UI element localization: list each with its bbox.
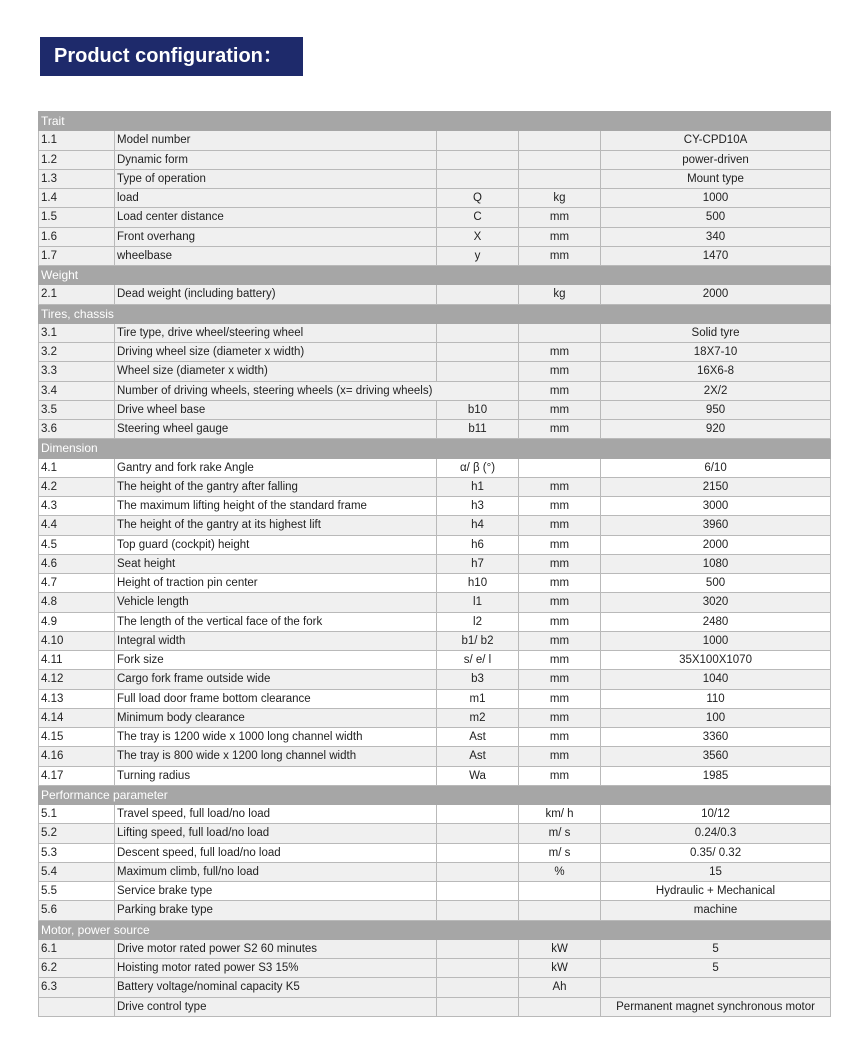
row-number: 4.16 [39,747,115,766]
row-item: Type of operation [115,169,437,188]
table-row [39,458,831,477]
row-unit [519,882,601,901]
row-value: 1985 [601,766,831,785]
row-number: 5.6 [39,901,115,920]
row-item: Driving wheel size (diameter x width) [115,343,437,362]
row-item: Top guard (cockpit) height [115,535,437,554]
table-row [39,670,831,689]
row-value: Hydraulic + Mechanical [601,882,831,901]
table-row [39,362,831,381]
table-row [39,420,831,439]
row-number: 2.1 [39,285,115,304]
row-symbol: h7 [437,554,519,573]
row-symbol: C [437,208,519,227]
row-number: 4.7 [39,574,115,593]
row-unit: mm [519,246,601,265]
row-item: Integral width [115,631,437,650]
row-value: 10/12 [601,805,831,824]
row-unit: mm [519,747,601,766]
row-number: 6.3 [39,978,115,997]
row-unit: mm [519,208,601,227]
row-item: Steering wheel gauge [115,420,437,439]
table-row [39,728,831,747]
row-number: 4.3 [39,497,115,516]
table-row [39,805,831,824]
row-item: Dead weight (including battery) [115,285,437,304]
row-symbol: h6 [437,535,519,554]
row-symbol: b1/ b2 [437,631,519,650]
table-row [39,824,831,843]
row-unit: km/ h [519,805,601,824]
row-unit: mm [519,574,601,593]
row-value: 3560 [601,747,831,766]
table-row [39,477,831,496]
row-symbol: m1 [437,689,519,708]
row-item: Tire type, drive wheel/steering wheel [115,323,437,342]
table-row [39,516,831,535]
row-value [601,978,831,997]
row-item: Drive control type [115,997,437,1016]
row-symbol [437,997,519,1016]
row-value: 920 [601,420,831,439]
row-symbol: h10 [437,574,519,593]
table-row [39,208,831,227]
section-header [39,785,831,804]
row-symbol: s/ e/ l [437,651,519,670]
table-row [39,708,831,727]
row-value: 1470 [601,246,831,265]
row-unit: mm [519,535,601,554]
row-number: 4.14 [39,708,115,727]
row-unit [519,458,601,477]
row-unit: % [519,862,601,881]
row-symbol: Q [437,189,519,208]
row-value: 500 [601,574,831,593]
row-unit: kg [519,189,601,208]
table-row [39,843,831,862]
row-value: 18X7-10 [601,343,831,362]
section-header [39,439,831,458]
row-unit: Ah [519,978,601,997]
row-symbol [437,882,519,901]
row-unit: mm [519,728,601,747]
row-value: machine [601,901,831,920]
row-value: 500 [601,208,831,227]
section-header [39,112,831,131]
row-symbol [437,150,519,169]
table-row [39,574,831,593]
row-number: 1.4 [39,189,115,208]
spec-table [38,111,831,1017]
row-item: Lifting speed, full load/no load [115,824,437,843]
table-row [39,862,831,881]
row-symbol [437,824,519,843]
table-row [39,150,831,169]
row-unit: mm [519,670,601,689]
row-unit: mm [519,343,601,362]
row-value: 1000 [601,631,831,650]
row-symbol: h4 [437,516,519,535]
row-item: The tray is 1200 wide x 1000 long channel width [115,728,437,747]
row-number: 5.1 [39,805,115,824]
row-item: Parking brake type [115,901,437,920]
table-row [39,246,831,265]
table-row [39,939,831,958]
row-symbol [437,805,519,824]
row-item: Load center distance [115,208,437,227]
row-number: 3.1 [39,323,115,342]
row-number: 4.11 [39,651,115,670]
table-row [39,959,831,978]
row-unit: m/ s [519,824,601,843]
row-unit [519,997,601,1016]
row-value: 6/10 [601,458,831,477]
row-item: Travel speed, full load/no load [115,805,437,824]
row-unit: mm [519,420,601,439]
row-number: 4.1 [39,458,115,477]
row-number: 4.4 [39,516,115,535]
row-value: 2150 [601,477,831,496]
row-value: 15 [601,862,831,881]
row-item: Seat height [115,554,437,573]
row-symbol: α/ β (°) [437,458,519,477]
row-value: 0.35/ 0.32 [601,843,831,862]
row-item: Minimum body clearance [115,708,437,727]
row-unit [519,150,601,169]
row-item: Cargo fork frame outside wide [115,670,437,689]
row-item: Hoisting motor rated power S3 15% [115,959,437,978]
row-unit: kW [519,939,601,958]
row-number: 3.3 [39,362,115,381]
section-title: Dimension [39,439,831,458]
row-number: 4.10 [39,631,115,650]
row-value: 1040 [601,670,831,689]
row-unit: mm [519,400,601,419]
row-unit: mm [519,651,601,670]
row-value: Solid tyre [601,323,831,342]
row-number: 4.6 [39,554,115,573]
row-value: 100 [601,708,831,727]
table-row [39,978,831,997]
row-item: Wheel size (diameter x width) [115,362,437,381]
row-item: Front overhang [115,227,437,246]
row-symbol: b3 [437,670,519,689]
section-title: Trait [39,112,831,131]
row-unit [519,169,601,188]
row-symbol: Wa [437,766,519,785]
row-value: 1000 [601,189,831,208]
table-row [39,689,831,708]
row-number: 5.5 [39,882,115,901]
row-value: Mount type [601,169,831,188]
table-row [39,882,831,901]
row-number: 4.5 [39,535,115,554]
table-row [39,651,831,670]
row-item: load [115,189,437,208]
row-item: Fork size [115,651,437,670]
row-item: Vehicle length [115,593,437,612]
table-row [39,997,831,1016]
row-symbol [437,939,519,958]
row-symbol [437,323,519,342]
row-number: 5.4 [39,862,115,881]
row-symbol [437,131,519,150]
row-value: 5 [601,959,831,978]
row-symbol [437,978,519,997]
page-title: Product configuration： [40,37,303,76]
row-symbol: b10 [437,400,519,419]
table-row [39,169,831,188]
row-number: 5.2 [39,824,115,843]
row-value: 0.24/0.3 [601,824,831,843]
row-item: The maximum lifting height of the standard frame [115,497,437,516]
row-item: Turning radius [115,766,437,785]
row-number: 4.9 [39,612,115,631]
table-row [39,497,831,516]
row-symbol [437,169,519,188]
row-value: 3960 [601,516,831,535]
row-unit: mm [519,381,601,400]
table-row [39,189,831,208]
row-item: Number of driving wheels, steering wheels (x= driving wheels) [115,381,519,400]
spec-table-body [39,112,831,1017]
row-item: Drive motor rated power S2 60 minutes [115,939,437,958]
row-value: 2480 [601,612,831,631]
row-number: 4.15 [39,728,115,747]
row-number: 3.5 [39,400,115,419]
table-row [39,381,831,400]
row-number: 4.12 [39,670,115,689]
row-symbol: h1 [437,477,519,496]
table-row [39,343,831,362]
row-number: 6.1 [39,939,115,958]
row-symbol: b11 [437,420,519,439]
row-symbol [437,901,519,920]
table-row [39,766,831,785]
row-value: CY-CPD10A [601,131,831,150]
row-unit: mm [519,554,601,573]
table-row [39,631,831,650]
section-header [39,920,831,939]
row-number: 3.2 [39,343,115,362]
row-number [39,997,115,1016]
row-unit: m/ s [519,843,601,862]
section-title: Performance parameter [39,785,831,804]
row-value: 950 [601,400,831,419]
row-value: 3020 [601,593,831,612]
row-symbol [437,362,519,381]
table-row [39,400,831,419]
row-item: wheelbase [115,246,437,265]
table-row [39,612,831,631]
section-title: Tires, chassis [39,304,831,323]
row-unit: mm [519,477,601,496]
row-item: Gantry and fork rake Angle [115,458,437,477]
section-header [39,266,831,285]
row-number: 1.2 [39,150,115,169]
row-value: 5 [601,939,831,958]
row-symbol [437,343,519,362]
row-number: 4.17 [39,766,115,785]
row-value: 1080 [601,554,831,573]
row-item: Model number [115,131,437,150]
row-value: Permanent magnet synchronous motor [601,997,831,1016]
row-unit: mm [519,631,601,650]
row-symbol: X [437,227,519,246]
table-row [39,554,831,573]
row-unit: mm [519,497,601,516]
row-unit: kW [519,959,601,978]
row-number: 1.6 [39,227,115,246]
row-symbol: l1 [437,593,519,612]
row-item: The height of the gantry after falling [115,477,437,496]
row-value: 16X6-8 [601,362,831,381]
table-row [39,285,831,304]
row-unit: mm [519,689,601,708]
row-value: 2000 [601,285,831,304]
row-number: 1.7 [39,246,115,265]
row-number: 5.3 [39,843,115,862]
row-unit: mm [519,593,601,612]
row-unit: mm [519,612,601,631]
table-row [39,747,831,766]
table-row [39,593,831,612]
row-item: Dynamic form [115,150,437,169]
row-value: 2X/2 [601,381,831,400]
row-symbol: Ast [437,728,519,747]
row-item: The tray is 800 wide x 1200 long channel width [115,747,437,766]
row-value: 2000 [601,535,831,554]
row-item: The length of the vertical face of the fork [115,612,437,631]
row-unit: mm [519,362,601,381]
row-item: Height of traction pin center [115,574,437,593]
table-row [39,323,831,342]
section-title: Motor, power source [39,920,831,939]
row-value: 340 [601,227,831,246]
row-symbol: l2 [437,612,519,631]
row-symbol [437,959,519,978]
row-unit: mm [519,516,601,535]
row-value: 3360 [601,728,831,747]
row-number: 1.3 [39,169,115,188]
table-row [39,227,831,246]
row-item: Battery voltage/nominal capacity K5 [115,978,437,997]
row-unit [519,323,601,342]
row-symbol: m2 [437,708,519,727]
row-symbol [437,843,519,862]
row-number: 4.13 [39,689,115,708]
row-symbol [437,285,519,304]
row-value: 35X100X1070 [601,651,831,670]
row-item: Maximum climb, full/no load [115,862,437,881]
section-title: Weight [39,266,831,285]
row-value: power-driven [601,150,831,169]
row-item: Service brake type [115,882,437,901]
row-number: 3.4 [39,381,115,400]
row-symbol [437,862,519,881]
row-symbol: h3 [437,497,519,516]
row-number: 3.6 [39,420,115,439]
row-unit [519,131,601,150]
row-item: Full load door frame bottom clearance [115,689,437,708]
row-unit: kg [519,285,601,304]
row-item: The height of the gantry at its highest lift [115,516,437,535]
row-number: 4.2 [39,477,115,496]
row-unit: mm [519,708,601,727]
row-value: 3000 [601,497,831,516]
row-unit: mm [519,227,601,246]
row-value: 110 [601,689,831,708]
row-unit: mm [519,766,601,785]
row-symbol: Ast [437,747,519,766]
row-item: Drive wheel base [115,400,437,419]
row-number: 1.5 [39,208,115,227]
table-row [39,535,831,554]
row-number: 1.1 [39,131,115,150]
table-row [39,131,831,150]
row-number: 6.2 [39,959,115,978]
section-header [39,304,831,323]
row-unit [519,901,601,920]
row-item: Descent speed, full load/no load [115,843,437,862]
table-row [39,901,831,920]
row-number: 4.8 [39,593,115,612]
row-symbol: y [437,246,519,265]
